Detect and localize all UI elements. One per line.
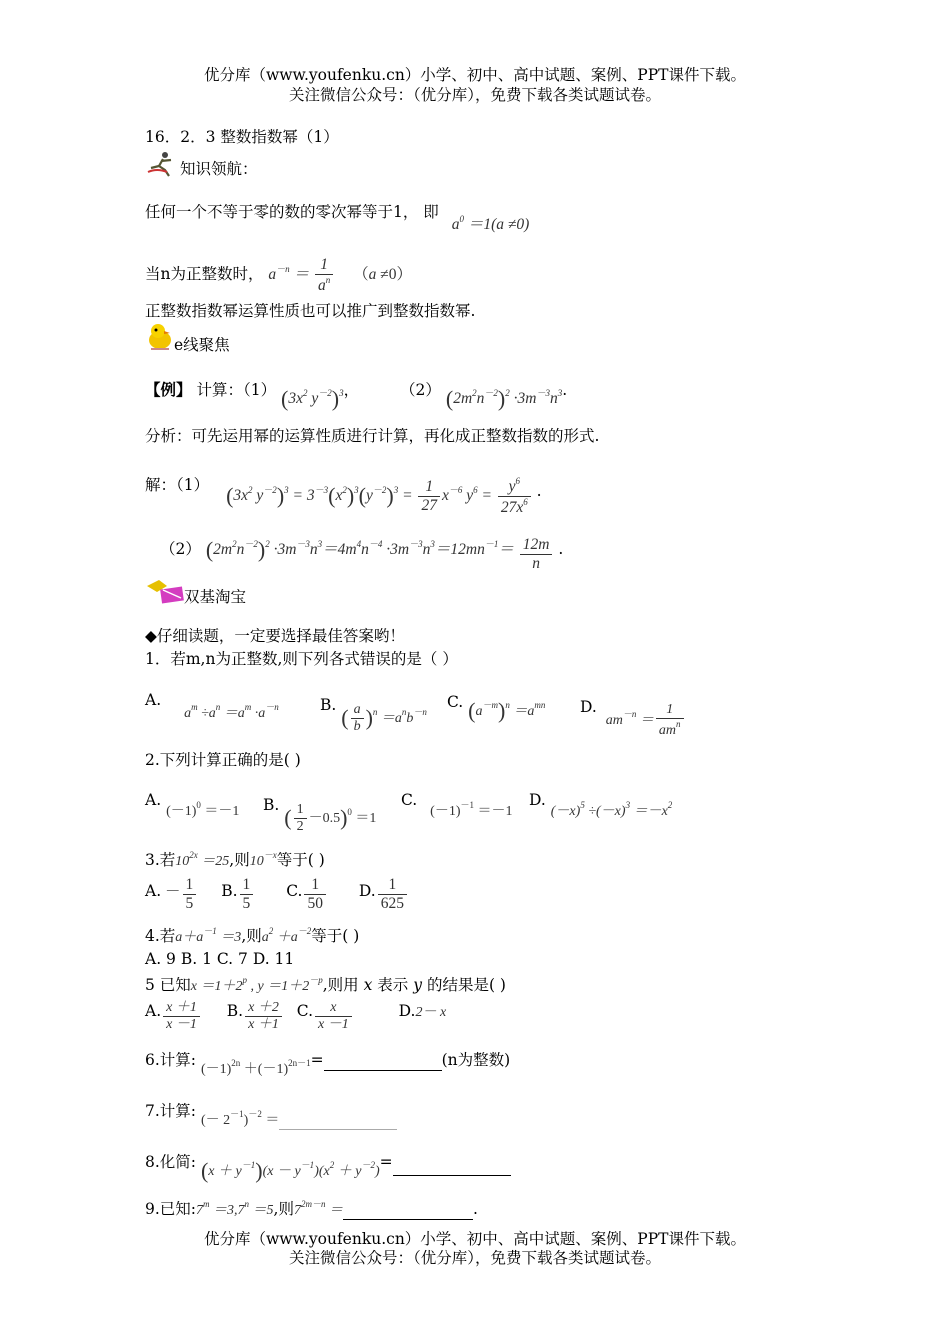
q4-text-a: 4.若 xyxy=(145,927,176,945)
rule-2-text: 当n为正整数时， xyxy=(145,264,264,283)
analysis-text: 分析：可先运用幂的运算性质进行计算，再化成正整数指数的形式. xyxy=(145,427,600,445)
q4-options: A. 9 B. 1 C. 7 D. 11 xyxy=(145,950,295,968)
q4-text-c: 等于( ) xyxy=(311,927,360,945)
q2-option-a: A. $(-1)^0 =-1$ xyxy=(145,791,240,819)
q5-text-b: ,则用 xyxy=(322,976,359,994)
q7-answer-blank[interactable] xyxy=(279,1115,397,1130)
question-7: 7.计算: (－ $2^{-1})^{-2}$ ＝ xyxy=(145,1101,397,1122)
q6-answer-blank[interactable] xyxy=(324,1056,442,1071)
q5-text-c: 表示 xyxy=(377,976,409,994)
example-line: 【例】 计算：（1） ($3x^2$ $y^{-2})^3$， （2） $(2m^2n^{-2})^2 \cdot 3m^{-3}n^3$. xyxy=(145,380,568,411)
example-expr-1: ($3x^2$ $y^{-2})^3$ xyxy=(281,386,344,411)
q1-option-a: A. $a^m \div a^n =a^m \cdot a^{-n}$ xyxy=(145,691,279,721)
q2-option-b: B. ( $\frac{1}{2}$ －0.5)$^0$ ＝1 xyxy=(263,795,377,835)
instruction-text: ◆仔细读题，一定要选择最佳答案哟！ xyxy=(145,627,405,645)
rule-2: 当n为正整数时， $a^{-n}$ ＝ $\frac{1}{a^n}$ （a ≠0） xyxy=(145,256,412,294)
q3-text-a: 3.若 xyxy=(145,851,176,869)
q2-option-c-label: C. xyxy=(401,791,418,809)
q1-option-b-label: B. xyxy=(320,695,337,714)
rule-1 xyxy=(145,202,530,233)
q2-option-b-label: B. xyxy=(263,795,280,814)
q7-text: 7.计算: xyxy=(145,1102,197,1120)
rule-1-text: 任何一个不等于零的数的零次幂等于1， 即 xyxy=(145,203,439,221)
q5-text-d: 的结果是( ) xyxy=(426,976,506,994)
example-part-2-label: （2） xyxy=(400,381,441,399)
q3-text-c: 等于( ) xyxy=(276,851,325,869)
example-label: 【例】 xyxy=(145,380,192,399)
q2-option-d-label: D. xyxy=(529,791,546,809)
q9-text-a: 9.已知: xyxy=(145,1200,197,1218)
rule-3: 正整数指数幂运算性质也可以推广到整数指数幂. xyxy=(145,302,476,320)
q1-option-c: C. $(a^{-m})^n =a^{mn}$ xyxy=(447,693,546,723)
runner-icon xyxy=(145,150,179,182)
formula-zero-exponent: $a^0 =1(a \ne 0)$ xyxy=(451,214,530,233)
question-4: 4.若$a+a^{-1} =3$,则$a^2 +a^{-2}$等于( ) xyxy=(145,926,360,945)
q2-option-a-label: A. xyxy=(145,791,162,809)
q1-option-d-label: D. xyxy=(580,697,597,716)
q3-options: A. － $\frac{1}{5}$ B. $\frac{1}{5}$ C. $\frac{1}{50}$ D. $\frac{1}{625}$ xyxy=(145,876,409,913)
q1-option-c-label: C. xyxy=(447,693,464,711)
gift-icon xyxy=(145,576,185,608)
solution-line-1: 解：（1） ($3x^2$ $y^{-2})^3 = 3^{-3}(x^2)^3(y^{-2})^3$ = $\frac{1}{27}$ $x^{-6}$ $y^6$ = $\frac{y^6}{27x^6}$ . xyxy=(145,475,542,516)
question-5: 5 已知$x =1+2^p$ , $y =1+2^{-p}$,则用 x 表示 y 的结果是( ) xyxy=(145,975,506,994)
question-3: 3.若$10^{2x} =25$,则$10^{-x}$等于( ) xyxy=(145,850,325,869)
example-prompt: 计算：（1） xyxy=(196,381,277,399)
q8-answer-blank[interactable] xyxy=(393,1161,511,1176)
question-6: 6.计算: $(-1)^{2n} +(-1)^{2n-1}= (n$为整数) xyxy=(145,1051,511,1077)
knowledge-heading: 知识领航： xyxy=(180,160,258,178)
q5-text-a: 5 已知 xyxy=(145,976,191,994)
q9-text-b: ,则 xyxy=(273,1200,294,1218)
solution-expr-2: $(2m^2n^{-2})^2 \cdot 3m^{-3}n^3=4m^4n^{-4} \cdot 3m^{-3}n^3=12mn^{-1}=$ $\frac{12m}{n}$ xyxy=(206,541,559,558)
section-title: 16．2．3 整数指数幂（1） xyxy=(145,128,339,146)
q3-text-b: ,则 xyxy=(229,851,250,869)
focus-heading: e线聚焦 xyxy=(174,336,230,354)
formula-negative-exponent: $a^{-n}$ ＝ $\frac{1}{a^n}$ xyxy=(268,266,339,283)
q1-option-d: D. $am^{-n}$ ＝ $\frac{1}{am^n}$ xyxy=(580,690,686,727)
solution-label: 解：（1） xyxy=(145,475,210,494)
solution-line-2: （2） $(2m^2n^{-2})^2 \cdot 3m^{-3}n^3=4m^4n^{-4} \cdot 3m^{-3}n^3=12mn^{-1}=$ $\frac{12m}{n}$ . xyxy=(160,536,564,572)
q1-option-a-label: A. xyxy=(145,691,162,709)
chick-icon xyxy=(145,322,177,356)
q9-answer-blank[interactable] xyxy=(343,1205,473,1220)
question-1: 1．若m,n为正整数,则下列各式错误的是（ ） xyxy=(145,650,458,668)
example-expr-2: $(2m^2n^{-2})^2 \cdot 3m^{-3}n^3$ xyxy=(445,386,563,411)
header-line-2: 关注微信公众号：（优分库），免费下载各类试题试卷。 xyxy=(288,86,661,104)
footer-line-2: 关注微信公众号：（优分库），免费下载各类试题试卷。 xyxy=(288,1249,661,1267)
q8-text: 8.化简: xyxy=(145,1153,197,1171)
question-9: 9.已知:7$^m$ $=3,7^n =5$,则$7^{2m-n}$ ＝ . xyxy=(145,1199,478,1218)
question-8: 8.化简: $(x + y^{-1})(x - y^{-1})(x^2 + y^{-2})=$ xyxy=(145,1150,511,1176)
footer-line-1: 优分库（www.youfenku.cn）小学、初中、高中试题、案例、PPT课件下载。 xyxy=(203,1230,747,1248)
q6-text-b: (n为整数) xyxy=(441,1051,511,1069)
q2-option-d: D. $(-x)^5 \div(-x)^3 =-x^2$ xyxy=(529,791,673,819)
header-line-1: 优分库（www.youfenku.cn）小学、初中、高中试题、案例、PPT课件下载。 xyxy=(203,66,747,84)
solution-part-2-label: （2） xyxy=(160,539,201,558)
q2-option-c: C. $(-1)^{-1} =-1$ xyxy=(401,791,513,819)
solution-expr-1: ($3x^2$ $y^{-2})^3 = 3^{-3}(x^2)^3(y^{-2})^3$ = $\frac{1}{27}$ $x^{-6}$ $y^6$ = $\frac{y^6}{27x^6}$ xyxy=(226,487,537,504)
basics-heading: 双基淘宝 xyxy=(184,588,247,606)
q6-text-a: 6.计算: xyxy=(145,1051,197,1069)
question-2: 2.下列计算正确的是( ) xyxy=(145,751,301,769)
q1-option-b: B. ( $\frac{a}{b}$ )$^n =a^nb^{-n}$ xyxy=(320,695,427,735)
q5-options: A. $\frac{x +1}{x -1}$ B. $\frac{x +2}{x +1}$ C. $\frac{x}{x -1}$ D.2－ x xyxy=(145,1000,447,1033)
q4-text-b: ,则 xyxy=(241,927,262,945)
